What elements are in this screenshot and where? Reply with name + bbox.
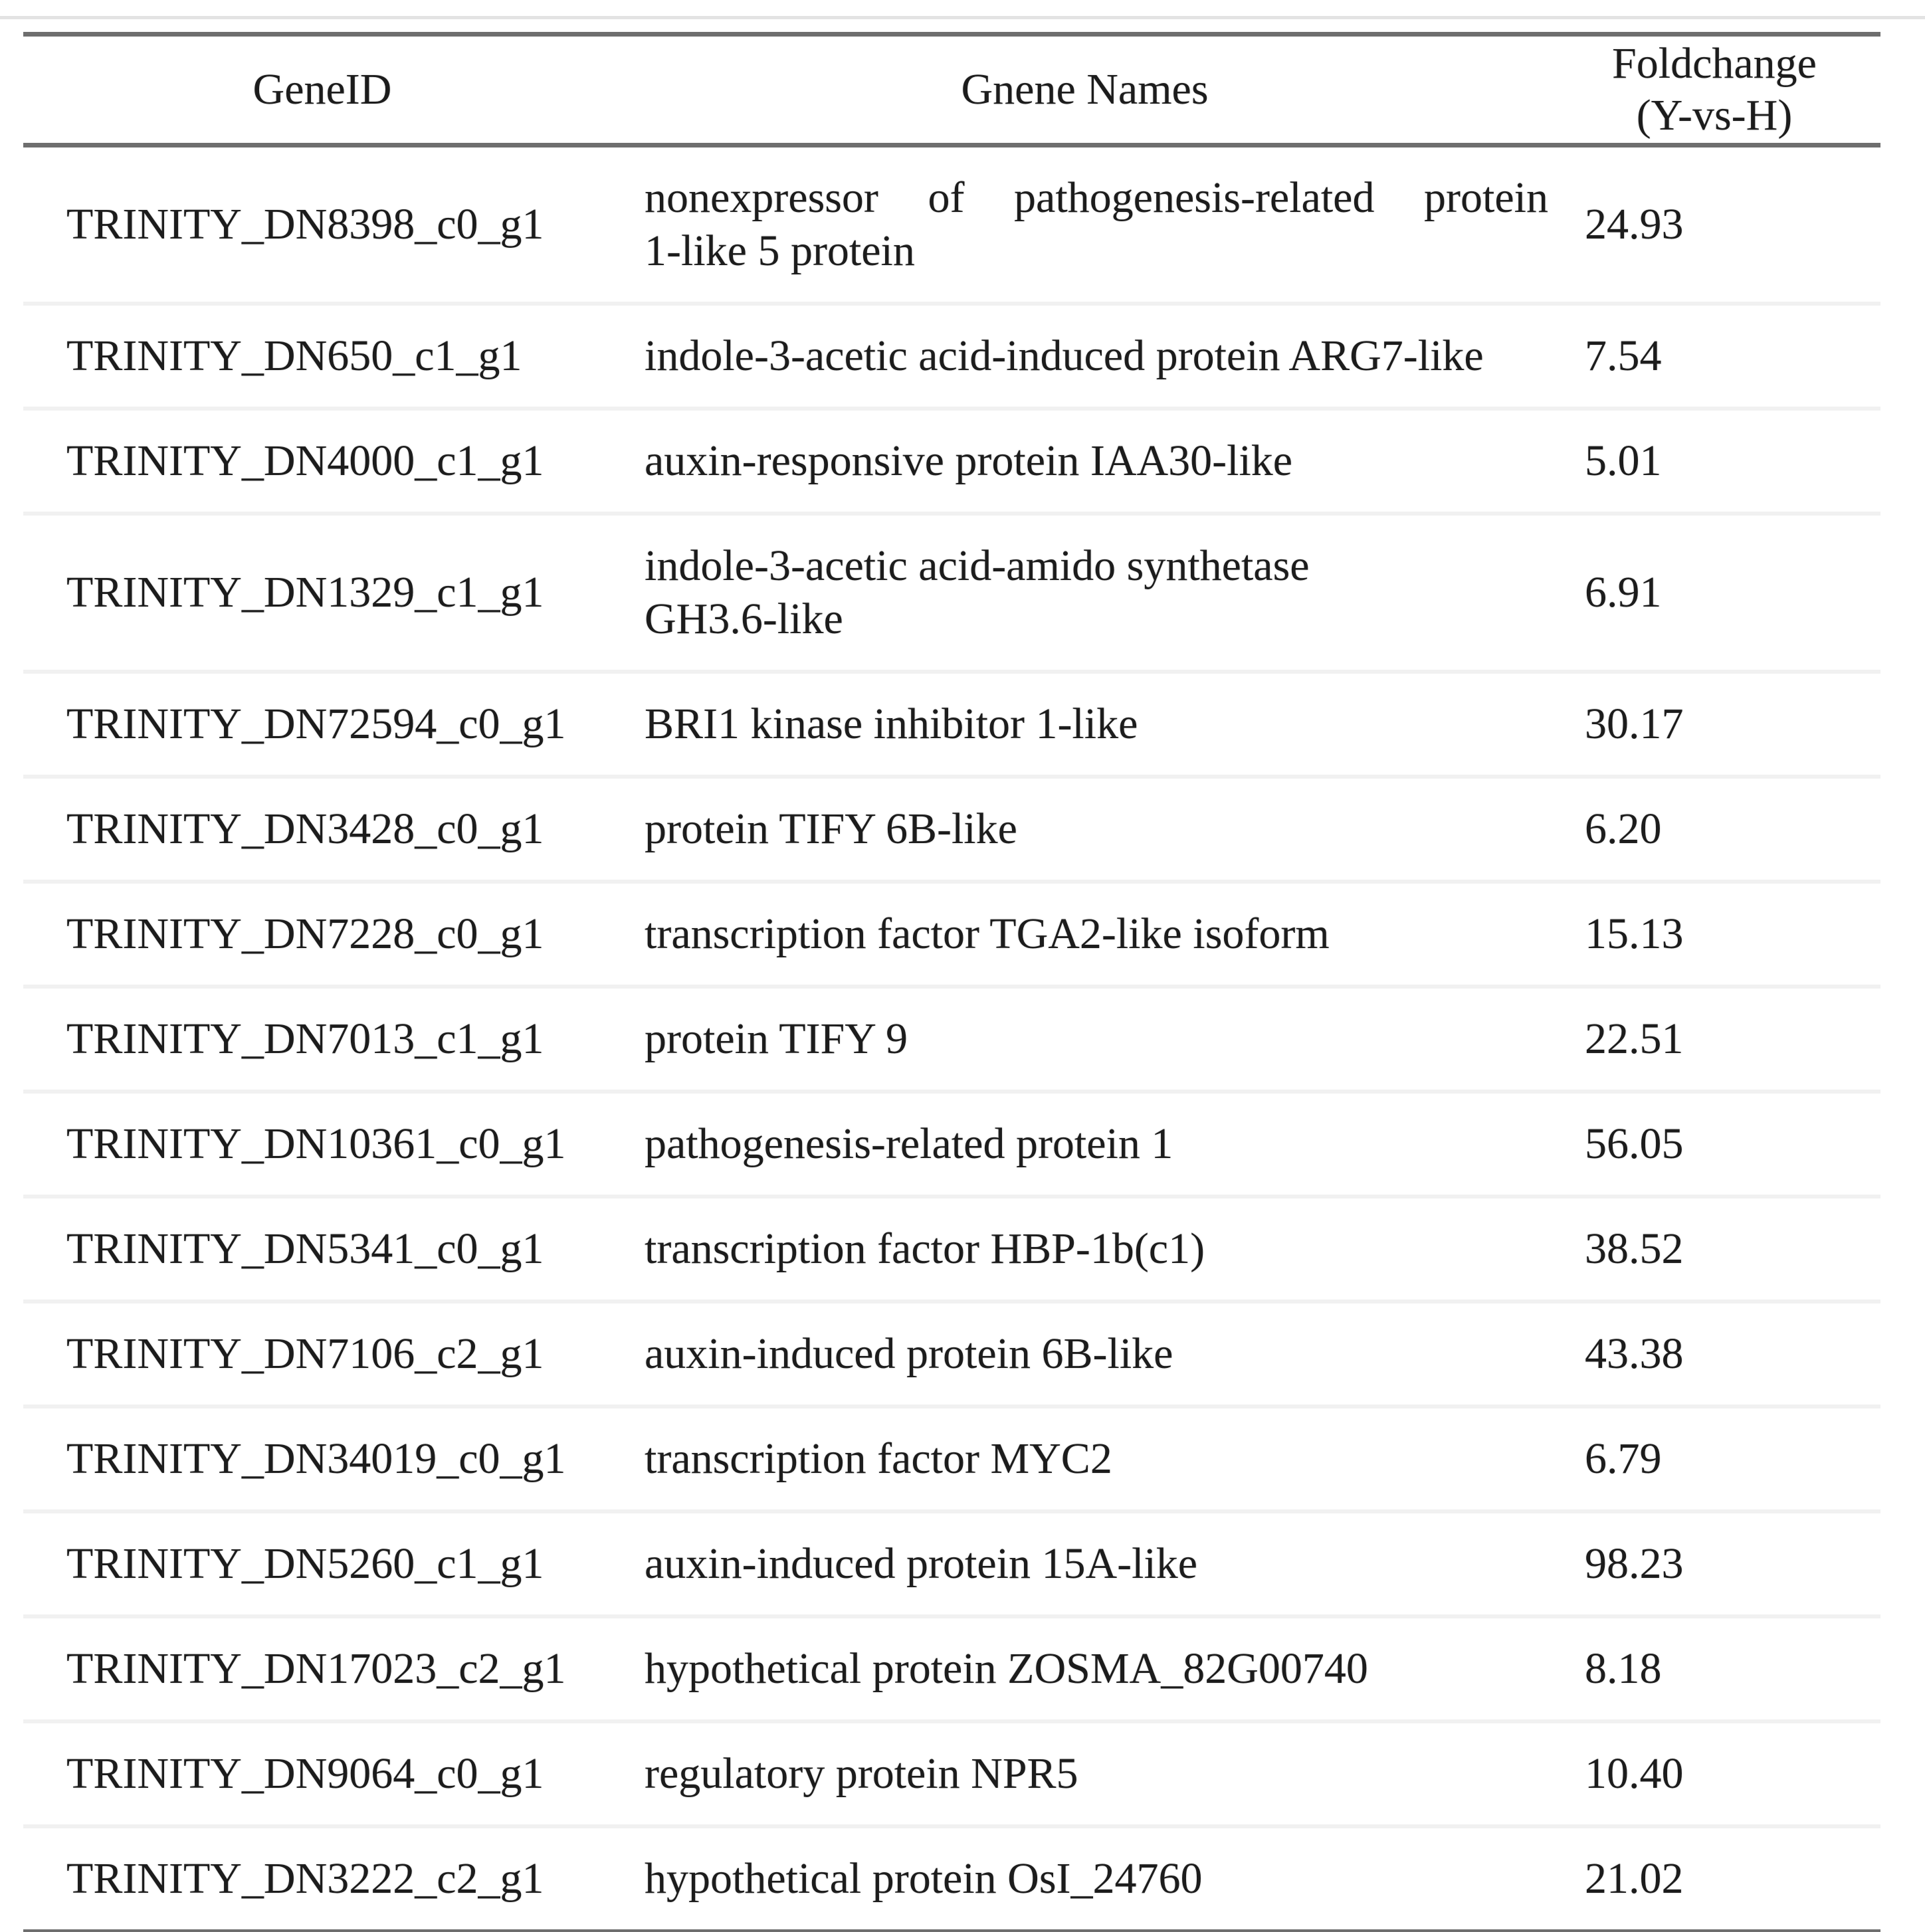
gene-name-cell	[621, 409, 1548, 514]
gene-name-line: auxin-induced protein 6B-like	[645, 1329, 1173, 1378]
gene-name-cell	[621, 1302, 1548, 1406]
gene-id-cell: TRINITY_DN9064_c0_g1	[23, 1721, 621, 1826]
table-row	[23, 514, 1880, 672]
gene-name-cell	[621, 1511, 1548, 1616]
gene-name-cell	[621, 777, 1548, 882]
gene-id-cell: TRINITY_DN7013_c1_g1	[23, 987, 621, 1092]
gene-name-cell	[621, 882, 1548, 987]
gene-id-cell: TRINITY_DN7228_c0_g1	[23, 882, 621, 987]
foldchange-cell: 98.23	[1548, 1511, 1880, 1616]
table-row	[23, 672, 1880, 777]
gene-name-cell	[621, 145, 1548, 304]
gene-name-line: 1-like 5 protein	[645, 227, 915, 275]
table-row	[23, 1511, 1880, 1616]
foldchange-cell: 21.02	[1548, 1826, 1880, 1932]
gene-id-cell: TRINITY_DN8398_c0_g1	[66, 200, 544, 248]
gene-name-cell	[621, 1197, 1548, 1302]
gene-id-cell: TRINITY_DN4000_c1_g1	[23, 409, 621, 514]
gene-name-line: auxin-responsive protein IAA30-like	[645, 436, 1293, 485]
foldchange-cell: 6.20	[1548, 777, 1880, 882]
table-row	[23, 1092, 1880, 1197]
foldchange-cell: 8.18	[1548, 1616, 1880, 1721]
column-header-gene-names: Gnene Names	[621, 35, 1548, 145]
gene-name-line: indole-3-acetic acid-induced protein ARG7-like	[645, 332, 1484, 380]
foldchange-cell: 56.05	[1548, 1092, 1880, 1197]
foldchange-header-line1: Foldchange	[1612, 39, 1817, 88]
gene-name-line: hypothetical protein ZOSMA_82G00740	[645, 1644, 1368, 1693]
gene-name-line: pathogenesis-related protein 1	[645, 1119, 1173, 1168]
gene-id-cell: TRINITY_DN1329_c1_g1	[23, 514, 621, 672]
gene-id-cell: TRINITY_DN17023_c2_g1	[23, 1616, 621, 1721]
gene-name-line: transcription factor TGA2-like isoform	[645, 910, 1330, 958]
scan-artifact-line	[0, 16, 1925, 19]
foldchange-cell: 6.79	[1548, 1406, 1880, 1511]
gene-name-line: indole-3-acetic acid-amido synthetase	[645, 541, 1310, 590]
deg-foldchange-table	[23, 32, 1880, 1932]
gene-name-line: auxin-induced protein 15A-like	[645, 1539, 1198, 1588]
table-row	[23, 1406, 1880, 1511]
foldchange-cell: 30.17	[1548, 672, 1880, 777]
table-row	[23, 409, 1880, 514]
gene-name-cell	[621, 1406, 1548, 1511]
gene-name-cell	[621, 1616, 1548, 1721]
foldchange-header-line2: (Y-vs-H)	[1636, 91, 1793, 140]
gene-name-cell	[621, 1092, 1548, 1197]
table-body	[23, 145, 1880, 1932]
foldchange-cell: 43.38	[1548, 1302, 1880, 1406]
column-header-gene-id: GeneID	[23, 35, 621, 145]
foldchange-cell: 7.54	[1548, 304, 1880, 409]
table-row	[23, 1826, 1880, 1932]
foldchange-cell: 15.13	[1548, 882, 1880, 987]
table-row	[23, 777, 1880, 882]
table-row	[23, 987, 1880, 1092]
gene-id-cell: TRINITY_DN7106_c2_g1	[23, 1302, 621, 1406]
gene-name-line: GH3.6-like	[645, 595, 843, 643]
gene-name-line: transcription factor HBP-1b(c1)	[645, 1224, 1205, 1273]
gene-name-line: regulatory protein NPR5	[645, 1749, 1078, 1798]
gene-id-cell: TRINITY_DN34019_c0_g1	[23, 1406, 621, 1511]
foldchange-cell: 6.91	[1548, 514, 1880, 672]
gene-name-line: hypothetical protein OsI_24760	[645, 1854, 1203, 1903]
gene-name-line: BRI1 kinase inhibitor 1-like	[645, 700, 1138, 748]
gene-name-cell	[621, 987, 1548, 1092]
table-row	[23, 1302, 1880, 1406]
gene-id-cell: TRINITY_DN10361_c0_g1	[23, 1092, 621, 1197]
gene-id-cell: TRINITY_DN650_c1_g1	[23, 304, 621, 409]
column-header-foldchange	[1548, 35, 1880, 145]
gene-name-line: protein TIFY 9	[645, 1014, 908, 1063]
table-row	[23, 1721, 1880, 1826]
gene-name-cell	[621, 1721, 1548, 1826]
table-row	[23, 145, 1880, 304]
header-row	[23, 35, 1880, 145]
table-row	[23, 882, 1880, 987]
table-row	[23, 1616, 1880, 1721]
gene-name-line: protein TIFY 6B-like	[645, 805, 1017, 853]
gene-id-cell: TRINITY_DN5341_c0_g1	[23, 1197, 621, 1302]
foldchange-cell: 22.51	[1548, 987, 1880, 1092]
gene-id-cell: TRINITY_DN3222_c2_g1	[23, 1826, 621, 1932]
foldchange-cell: 10.40	[1548, 1721, 1880, 1826]
gene-name-cell	[621, 514, 1548, 672]
gene-id-cell: TRINITY_DN72594_c0_g1	[23, 672, 621, 777]
table-row	[23, 304, 1880, 409]
foldchange-cell: 5.01	[1548, 409, 1880, 514]
gene-name-line: transcription factor MYC2	[645, 1434, 1112, 1483]
gene-id-cell: TRINITY_DN3428_c0_g1	[23, 777, 621, 882]
gene-name-cell	[621, 304, 1548, 409]
gene-name-line: nonexpressor of pathogenesis-related protein	[645, 173, 1548, 222]
table-container	[23, 32, 1880, 1932]
gene-name-cell	[621, 672, 1548, 777]
gene-name-cell	[621, 1826, 1548, 1932]
foldchange-cell: 24.93	[1585, 200, 1684, 248]
table-row	[23, 1197, 1880, 1302]
foldchange-cell: 38.52	[1548, 1197, 1880, 1302]
gene-id-cell: TRINITY_DN5260_c1_g1	[23, 1511, 621, 1616]
